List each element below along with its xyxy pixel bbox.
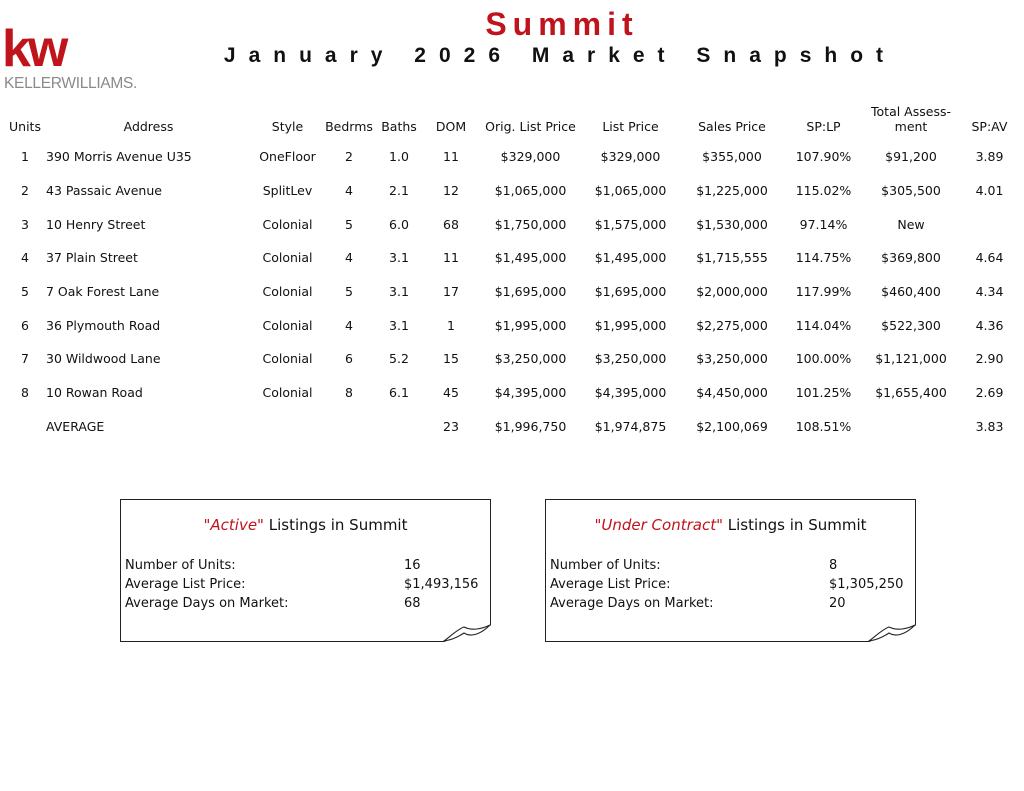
cell-units: 8 bbox=[21, 385, 29, 401]
cell-baths: 1.0 bbox=[389, 149, 409, 165]
cell-units: 3 bbox=[21, 216, 29, 232]
cell-baths: 6.0 bbox=[389, 216, 409, 232]
cell-units: 6 bbox=[21, 317, 29, 333]
table-row bbox=[4, 275, 1018, 309]
cell-sp-lp: 108.51% bbox=[795, 418, 852, 434]
cell-dom: 23 bbox=[443, 418, 459, 434]
active-title-rest: Listings in Summit bbox=[263, 516, 408, 534]
active-box-title bbox=[121, 516, 490, 534]
cell-units: 2 bbox=[21, 183, 29, 199]
table-row bbox=[4, 174, 1018, 208]
page-curl-icon bbox=[867, 621, 917, 643]
cell-style: Colonial bbox=[262, 317, 313, 333]
cell-sp-av: 4.36 bbox=[975, 317, 1004, 333]
cell-sales-price: $1,715,555 bbox=[696, 250, 768, 266]
cell-sales-price: $2,275,000 bbox=[696, 317, 768, 333]
active-units-value: 16 bbox=[404, 558, 421, 573]
cell-sp-av: 3.89 bbox=[975, 149, 1004, 165]
cell-total-assessment: $369,800 bbox=[881, 250, 941, 266]
cell-bedrooms: 2 bbox=[345, 149, 353, 165]
cell-address: 43 Passaic Avenue bbox=[46, 183, 162, 199]
cell-sales-price: $2,100,069 bbox=[696, 418, 768, 434]
cell-orig-list-price: $329,000 bbox=[500, 149, 561, 165]
under-contract-price-row bbox=[550, 575, 904, 594]
cell-units: 5 bbox=[21, 284, 29, 300]
active-title-highlight: "Active" bbox=[203, 516, 264, 534]
table-row bbox=[4, 140, 1018, 174]
cell-sales-price: $3,250,000 bbox=[696, 351, 768, 367]
cell-orig-list-price: $1,996,750 bbox=[494, 418, 567, 434]
under-contract-price-value: $1,305,250 bbox=[829, 577, 904, 592]
active-dom-label: Average Days on Market: bbox=[125, 596, 289, 611]
under-contract-title-highlight: "Under Contract" bbox=[594, 516, 723, 534]
active-units-row bbox=[125, 556, 421, 575]
cell-baths: 6.1 bbox=[389, 385, 409, 401]
table-row bbox=[4, 241, 1018, 275]
cell-style: Colonial bbox=[262, 216, 313, 232]
cell-bedrooms: 4 bbox=[345, 183, 353, 199]
cell-address: AVERAGE bbox=[46, 418, 105, 434]
cell-bedrooms: 6 bbox=[345, 351, 353, 367]
cell-orig-list-price: $1,495,000 bbox=[494, 250, 567, 266]
cell-baths: 2.1 bbox=[389, 183, 409, 199]
col-header-baths: Baths bbox=[381, 119, 417, 134]
cell-sp-lp: 114.75% bbox=[795, 250, 852, 266]
cell-address: 10 Henry Street bbox=[46, 216, 146, 232]
cell-orig-list-price: $3,250,000 bbox=[494, 351, 567, 367]
cell-baths bbox=[374, 410, 424, 444]
active-listings-box bbox=[120, 499, 491, 642]
cell-sp-av: 2.90 bbox=[975, 351, 1004, 367]
cell-dom: 11 bbox=[443, 149, 459, 165]
cell-address: 7 Oak Forest Lane bbox=[46, 284, 160, 300]
under-contract-listings-box bbox=[545, 499, 916, 642]
under-contract-dom-row bbox=[550, 594, 846, 613]
active-price-row bbox=[125, 575, 479, 594]
cell-total-assessment: $91,200 bbox=[885, 149, 937, 165]
cell-list-price: $1,995,000 bbox=[594, 317, 667, 333]
cell-sp-av: 4.64 bbox=[975, 250, 1004, 266]
cell-list-price: $1,575,000 bbox=[594, 216, 667, 232]
page-curl-icon bbox=[442, 621, 492, 643]
keller-williams-logo bbox=[2, 22, 152, 94]
cell-address: 30 Wildwood Lane bbox=[46, 351, 161, 367]
cell-dom: 11 bbox=[443, 250, 459, 266]
kw-wordmark: KELLERWILLIAMS. bbox=[4, 75, 138, 92]
cell-units: 1 bbox=[21, 149, 29, 165]
under-contract-price-label: Average List Price: bbox=[550, 577, 671, 592]
cell-sales-price: $1,225,000 bbox=[696, 183, 768, 199]
active-dom-row bbox=[125, 594, 421, 613]
cell-sales-price: $355,000 bbox=[702, 149, 762, 165]
cell-bedrooms bbox=[324, 410, 374, 444]
cell-total-assessment bbox=[861, 410, 961, 444]
cell-style: Colonial bbox=[262, 284, 313, 300]
page-subtitle: January 2026 Market Snapshot bbox=[223, 44, 897, 67]
cell-dom: 17 bbox=[443, 284, 459, 300]
cell-total-assessment: $460,400 bbox=[881, 284, 941, 300]
average-row bbox=[4, 410, 1018, 444]
active-units-label: Number of Units: bbox=[125, 558, 236, 573]
under-contract-units-label: Number of Units: bbox=[550, 558, 661, 573]
cell-sales-price: $4,450,000 bbox=[696, 385, 768, 401]
table-body bbox=[4, 140, 1018, 443]
sales-table bbox=[4, 94, 1018, 443]
cell-sp-lp: 100.00% bbox=[795, 351, 852, 367]
cell-orig-list-price: $1,065,000 bbox=[494, 183, 567, 199]
col-header-dom: DOM bbox=[435, 119, 467, 134]
table-row bbox=[4, 342, 1018, 376]
cell-sp-av: 2.69 bbox=[975, 385, 1004, 401]
cell-sp-lp: 115.02% bbox=[795, 183, 852, 199]
cell-baths: 3.1 bbox=[389, 317, 409, 333]
under-contract-dom-label: Average Days on Market: bbox=[550, 596, 714, 611]
cell-style: Colonial bbox=[262, 351, 313, 367]
col-header-orig-list-price: Orig. List Price bbox=[485, 119, 576, 134]
cell-bedrooms: 5 bbox=[345, 284, 353, 300]
cell-bedrooms: 4 bbox=[345, 317, 353, 333]
cell-dom: 68 bbox=[443, 216, 459, 232]
col-header-total-assessment: Total Assess-ment bbox=[871, 104, 951, 134]
cell-style: Colonial bbox=[262, 250, 313, 266]
cell-bedrooms: 8 bbox=[345, 385, 353, 401]
cell-style: OneFloor bbox=[259, 149, 316, 165]
cell-sp-av: 4.34 bbox=[975, 284, 1004, 300]
cell-style: SplitLev bbox=[262, 183, 313, 199]
cell-orig-list-price: $4,395,000 bbox=[494, 385, 567, 401]
under-contract-title-rest: Listings in Summit bbox=[722, 516, 867, 534]
cell-list-price: $1,495,000 bbox=[594, 250, 667, 266]
cell-sales-price: $1,530,000 bbox=[696, 216, 768, 232]
cell-total-assessment: $1,121,000 bbox=[875, 351, 947, 367]
cell-sp-av: 3.83 bbox=[975, 418, 1004, 434]
table-row bbox=[4, 207, 1018, 241]
cell-sp-lp: 117.99% bbox=[795, 284, 852, 300]
cell-total-assessment: $522,300 bbox=[881, 317, 941, 333]
cell-list-price: $1,065,000 bbox=[594, 183, 667, 199]
cell-sp-av: 4.01 bbox=[975, 183, 1004, 199]
cell-sp-lp: 101.25% bbox=[795, 385, 852, 401]
cell-list-price: $329,000 bbox=[600, 149, 661, 165]
under-contract-units-row bbox=[550, 556, 838, 575]
cell-orig-list-price: $1,995,000 bbox=[494, 317, 567, 333]
col-header-sp-av: SP:AV bbox=[971, 119, 1008, 134]
kw-letters: kw bbox=[2, 22, 66, 78]
under-contract-box-title bbox=[546, 516, 915, 534]
cell-sp-lp: 114.04% bbox=[795, 317, 852, 333]
cell-dom: 45 bbox=[443, 385, 459, 401]
cell-dom: 12 bbox=[443, 183, 459, 199]
col-header-sp-lp: SP:LP bbox=[806, 119, 841, 134]
table-header-row bbox=[4, 94, 1018, 140]
cell-units: 4 bbox=[21, 250, 29, 266]
cell-address: 36 Plymouth Road bbox=[46, 317, 161, 333]
active-price-value: $1,493,156 bbox=[404, 577, 479, 592]
col-header-list-price: List Price bbox=[602, 119, 659, 134]
cell-bedrooms: 4 bbox=[345, 250, 353, 266]
cell-sales-price: $2,000,000 bbox=[696, 284, 768, 300]
cell-orig-list-price: $1,695,000 bbox=[494, 284, 567, 300]
cell-address: 10 Rowan Road bbox=[46, 385, 143, 401]
table-row bbox=[4, 308, 1018, 342]
cell-units bbox=[4, 410, 46, 444]
cell-list-price: $3,250,000 bbox=[594, 351, 667, 367]
under-contract-units-value: 8 bbox=[829, 558, 838, 573]
cell-dom: 15 bbox=[443, 351, 459, 367]
page-title: Summit bbox=[485, 6, 639, 42]
cell-total-assessment: $305,500 bbox=[881, 183, 941, 199]
active-dom-value: 68 bbox=[404, 596, 421, 611]
col-header-units: Units bbox=[9, 119, 41, 134]
cell-sp-lp: 97.14% bbox=[799, 216, 848, 232]
cell-total-assessment: $1,655,400 bbox=[875, 385, 947, 401]
cell-bedrooms: 5 bbox=[345, 216, 353, 232]
cell-units: 7 bbox=[21, 351, 29, 367]
under-contract-dom-value: 20 bbox=[829, 596, 846, 611]
cell-baths: 5.2 bbox=[389, 351, 409, 367]
cell-list-price: $1,695,000 bbox=[594, 284, 667, 300]
cell-baths: 3.1 bbox=[389, 284, 409, 300]
active-price-label: Average List Price: bbox=[125, 577, 246, 592]
col-header-address: Address bbox=[123, 119, 174, 134]
cell-list-price: $4,395,000 bbox=[594, 385, 667, 401]
cell-sp-av bbox=[961, 207, 1018, 241]
cell-style: Colonial bbox=[262, 385, 313, 401]
col-header-style: Style bbox=[271, 119, 304, 134]
cell-total-assessment: New bbox=[897, 216, 925, 232]
cell-dom: 1 bbox=[447, 317, 455, 333]
cell-baths: 3.1 bbox=[389, 250, 409, 266]
table-row bbox=[4, 376, 1018, 410]
cell-style bbox=[251, 410, 324, 444]
cell-orig-list-price: $1,750,000 bbox=[494, 216, 567, 232]
cell-list-price: $1,974,875 bbox=[594, 418, 667, 434]
cell-sp-lp: 107.90% bbox=[795, 149, 852, 165]
cell-address: 390 Morris Avenue U35 bbox=[46, 149, 192, 165]
col-header-sales-price: Sales Price bbox=[698, 119, 766, 134]
cell-address: 37 Plain Street bbox=[46, 250, 138, 266]
col-header-bedrooms: Bedrms bbox=[325, 119, 373, 134]
